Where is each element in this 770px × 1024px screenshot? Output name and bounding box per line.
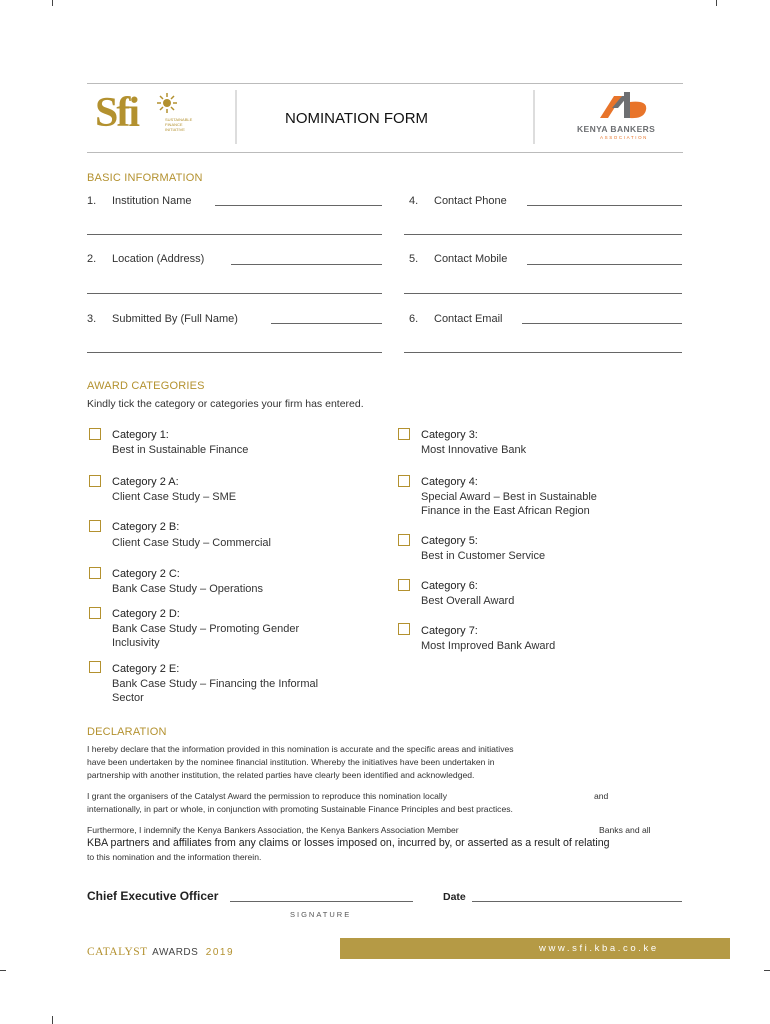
category-title: Category 3: xyxy=(421,429,478,441)
category-desc: Inclusivity xyxy=(112,637,160,649)
field-number: 3. xyxy=(87,313,97,325)
category-desc: Best in Customer Service xyxy=(421,550,546,562)
category-5-checkbox[interactable] xyxy=(398,534,410,546)
category-desc: Bank Case Study – Operations xyxy=(112,583,264,595)
category-title: Category 5: xyxy=(421,535,478,547)
contact-email-label: Contact Email xyxy=(434,313,503,325)
institution-name-field[interactable] xyxy=(215,205,382,206)
category-title: Category 7: xyxy=(421,625,478,637)
declaration-text: and xyxy=(594,791,609,801)
sfi-logo xyxy=(95,90,200,139)
award-categories-title: AWARD CATEGORIES xyxy=(87,380,205,392)
category-desc: Client Case Study – SME xyxy=(112,491,237,503)
field-number: 1. xyxy=(87,195,97,207)
signature-caption: SIGNATURE xyxy=(290,910,352,919)
footer-brand xyxy=(87,942,234,960)
kba-logo xyxy=(572,90,672,142)
contact-phone-field[interactable] xyxy=(527,205,682,206)
category-2d-checkbox[interactable] xyxy=(89,607,101,619)
declaration-text: I grant the organisers of the Catalyst Award the permission to reproduce this nomination locally xyxy=(87,791,448,801)
submitted-by-field[interactable] xyxy=(271,323,382,324)
location-label: Location (Address) xyxy=(112,253,205,265)
contact-phone-label: Contact Phone xyxy=(434,195,507,207)
ceo-label: Chief Executive Officer xyxy=(87,889,219,903)
category-title: Category 4: xyxy=(421,476,478,488)
field-number: 4. xyxy=(409,195,419,207)
category-title: Category 1: xyxy=(112,429,169,441)
category-2a-checkbox[interactable] xyxy=(89,475,101,487)
footer-catalyst: CATALYST xyxy=(87,946,148,958)
footer-year: 2019 xyxy=(205,947,235,958)
declaration-text: partnership with another institution, the related parties have clearly been identified and acknowledged. xyxy=(87,770,475,780)
kba-logo-icon xyxy=(598,90,650,120)
category-desc: Special Award – Best in Sustainable xyxy=(421,491,597,503)
category-desc: Sector xyxy=(112,692,144,704)
category-desc: Most Improved Bank Award xyxy=(421,640,556,652)
sun-icon xyxy=(157,93,177,113)
crop-mark xyxy=(52,1016,53,1024)
category-title: Category 2 C: xyxy=(112,568,180,580)
category-4-checkbox[interactable] xyxy=(398,475,410,487)
category-title: Category 2 E: xyxy=(112,663,180,675)
contact-phone-field-2[interactable] xyxy=(404,234,682,235)
contact-email-field-2[interactable] xyxy=(404,352,682,353)
footer-awards: AWARDS xyxy=(152,947,199,958)
category-2b-checkbox[interactable] xyxy=(89,520,101,532)
category-6-checkbox[interactable] xyxy=(398,579,410,591)
kba-sub: ASSOCIATION xyxy=(600,135,649,140)
header-divider xyxy=(533,90,535,144)
header-bottom-rule xyxy=(87,152,683,153)
institution-name-label: Institution Name xyxy=(112,195,192,207)
category-3-checkbox[interactable] xyxy=(398,428,410,440)
location-field[interactable] xyxy=(231,264,382,265)
field-number: 6. xyxy=(409,313,419,325)
category-desc: Bank Case Study – Financing the Informal xyxy=(112,678,319,690)
contact-mobile-field[interactable] xyxy=(527,264,682,265)
category-desc: Client Case Study – Commercial xyxy=(112,537,271,549)
category-title: Category 2 D: xyxy=(112,608,180,620)
contact-email-field[interactable] xyxy=(522,323,682,324)
category-title: Category 2 A: xyxy=(112,476,179,488)
declaration-text: to this nomination and the information therein. xyxy=(87,852,262,862)
crop-mark xyxy=(764,970,770,971)
sfi-tagline: SUSTAINABLE FINANCE INITIATIVE xyxy=(165,117,193,132)
category-2e-checkbox[interactable] xyxy=(89,661,101,673)
category-desc: Bank Case Study – Promoting Gender xyxy=(112,623,300,635)
ceo-signature-field[interactable] xyxy=(230,901,413,902)
category-desc: Finance in the East African Region xyxy=(421,505,590,517)
location-field-2[interactable] xyxy=(87,293,382,294)
award-instruction: Kindly tick the category or categories your firm has entered. xyxy=(87,398,364,410)
declaration-text: Banks and all xyxy=(599,825,651,835)
sfi-logo-text: Sfi xyxy=(95,90,139,136)
field-number: 2. xyxy=(87,253,97,265)
category-title: Category 6: xyxy=(421,580,478,592)
date-label: Date xyxy=(443,891,466,903)
contact-mobile-label: Contact Mobile xyxy=(434,253,508,265)
header-top-rule xyxy=(87,83,683,84)
header-divider xyxy=(235,90,237,144)
declaration-text: Furthermore, I indemnify the Kenya Bankers Association, the Kenya Bankers Association Member xyxy=(87,825,459,835)
category-1-checkbox[interactable] xyxy=(89,428,101,440)
declaration-text: KBA partners and affiliates from any claims or losses imposed on, incurred by, or asserted as a result of relating xyxy=(87,837,610,849)
category-desc: Best Overall Award xyxy=(421,595,515,607)
date-field[interactable] xyxy=(472,901,682,902)
category-title: Category 2 B: xyxy=(112,521,180,533)
category-2c-checkbox[interactable] xyxy=(89,567,101,579)
basic-info-title: BASIC INFORMATION xyxy=(87,172,203,184)
category-desc: Best in Sustainable Finance xyxy=(112,444,249,456)
category-desc: Most Innovative Bank xyxy=(421,444,527,456)
declaration-title: DECLARATION xyxy=(87,726,167,738)
crop-mark xyxy=(716,0,717,6)
crop-mark xyxy=(52,0,53,6)
declaration-text: internationally, in part or whole, in conjunction with promoting Sustainable Finance Principles and best practices. xyxy=(87,804,513,814)
footer-url[interactable]: www.sfi.kba.co.ke xyxy=(539,943,659,954)
field-number: 5. xyxy=(409,253,419,265)
submitted-by-field-2[interactable] xyxy=(87,352,382,353)
declaration-text: have been undertaken by the nominee financial institution. Whereby the initiatives have been undertaken in xyxy=(87,757,495,767)
form-title: NOMINATION FORM xyxy=(285,110,429,127)
contact-mobile-field-2[interactable] xyxy=(404,293,682,294)
kba-name: KENYA BANKERS xyxy=(577,124,656,134)
submitted-by-label: Submitted By (Full Name) xyxy=(112,313,238,325)
crop-mark xyxy=(0,970,6,971)
footer-bar xyxy=(340,938,730,959)
category-7-checkbox[interactable] xyxy=(398,623,410,635)
institution-name-field-2[interactable] xyxy=(87,234,382,235)
declaration-text: I hereby declare that the information provided in this nomination is accurate and the specific areas and initiatives xyxy=(87,744,514,754)
